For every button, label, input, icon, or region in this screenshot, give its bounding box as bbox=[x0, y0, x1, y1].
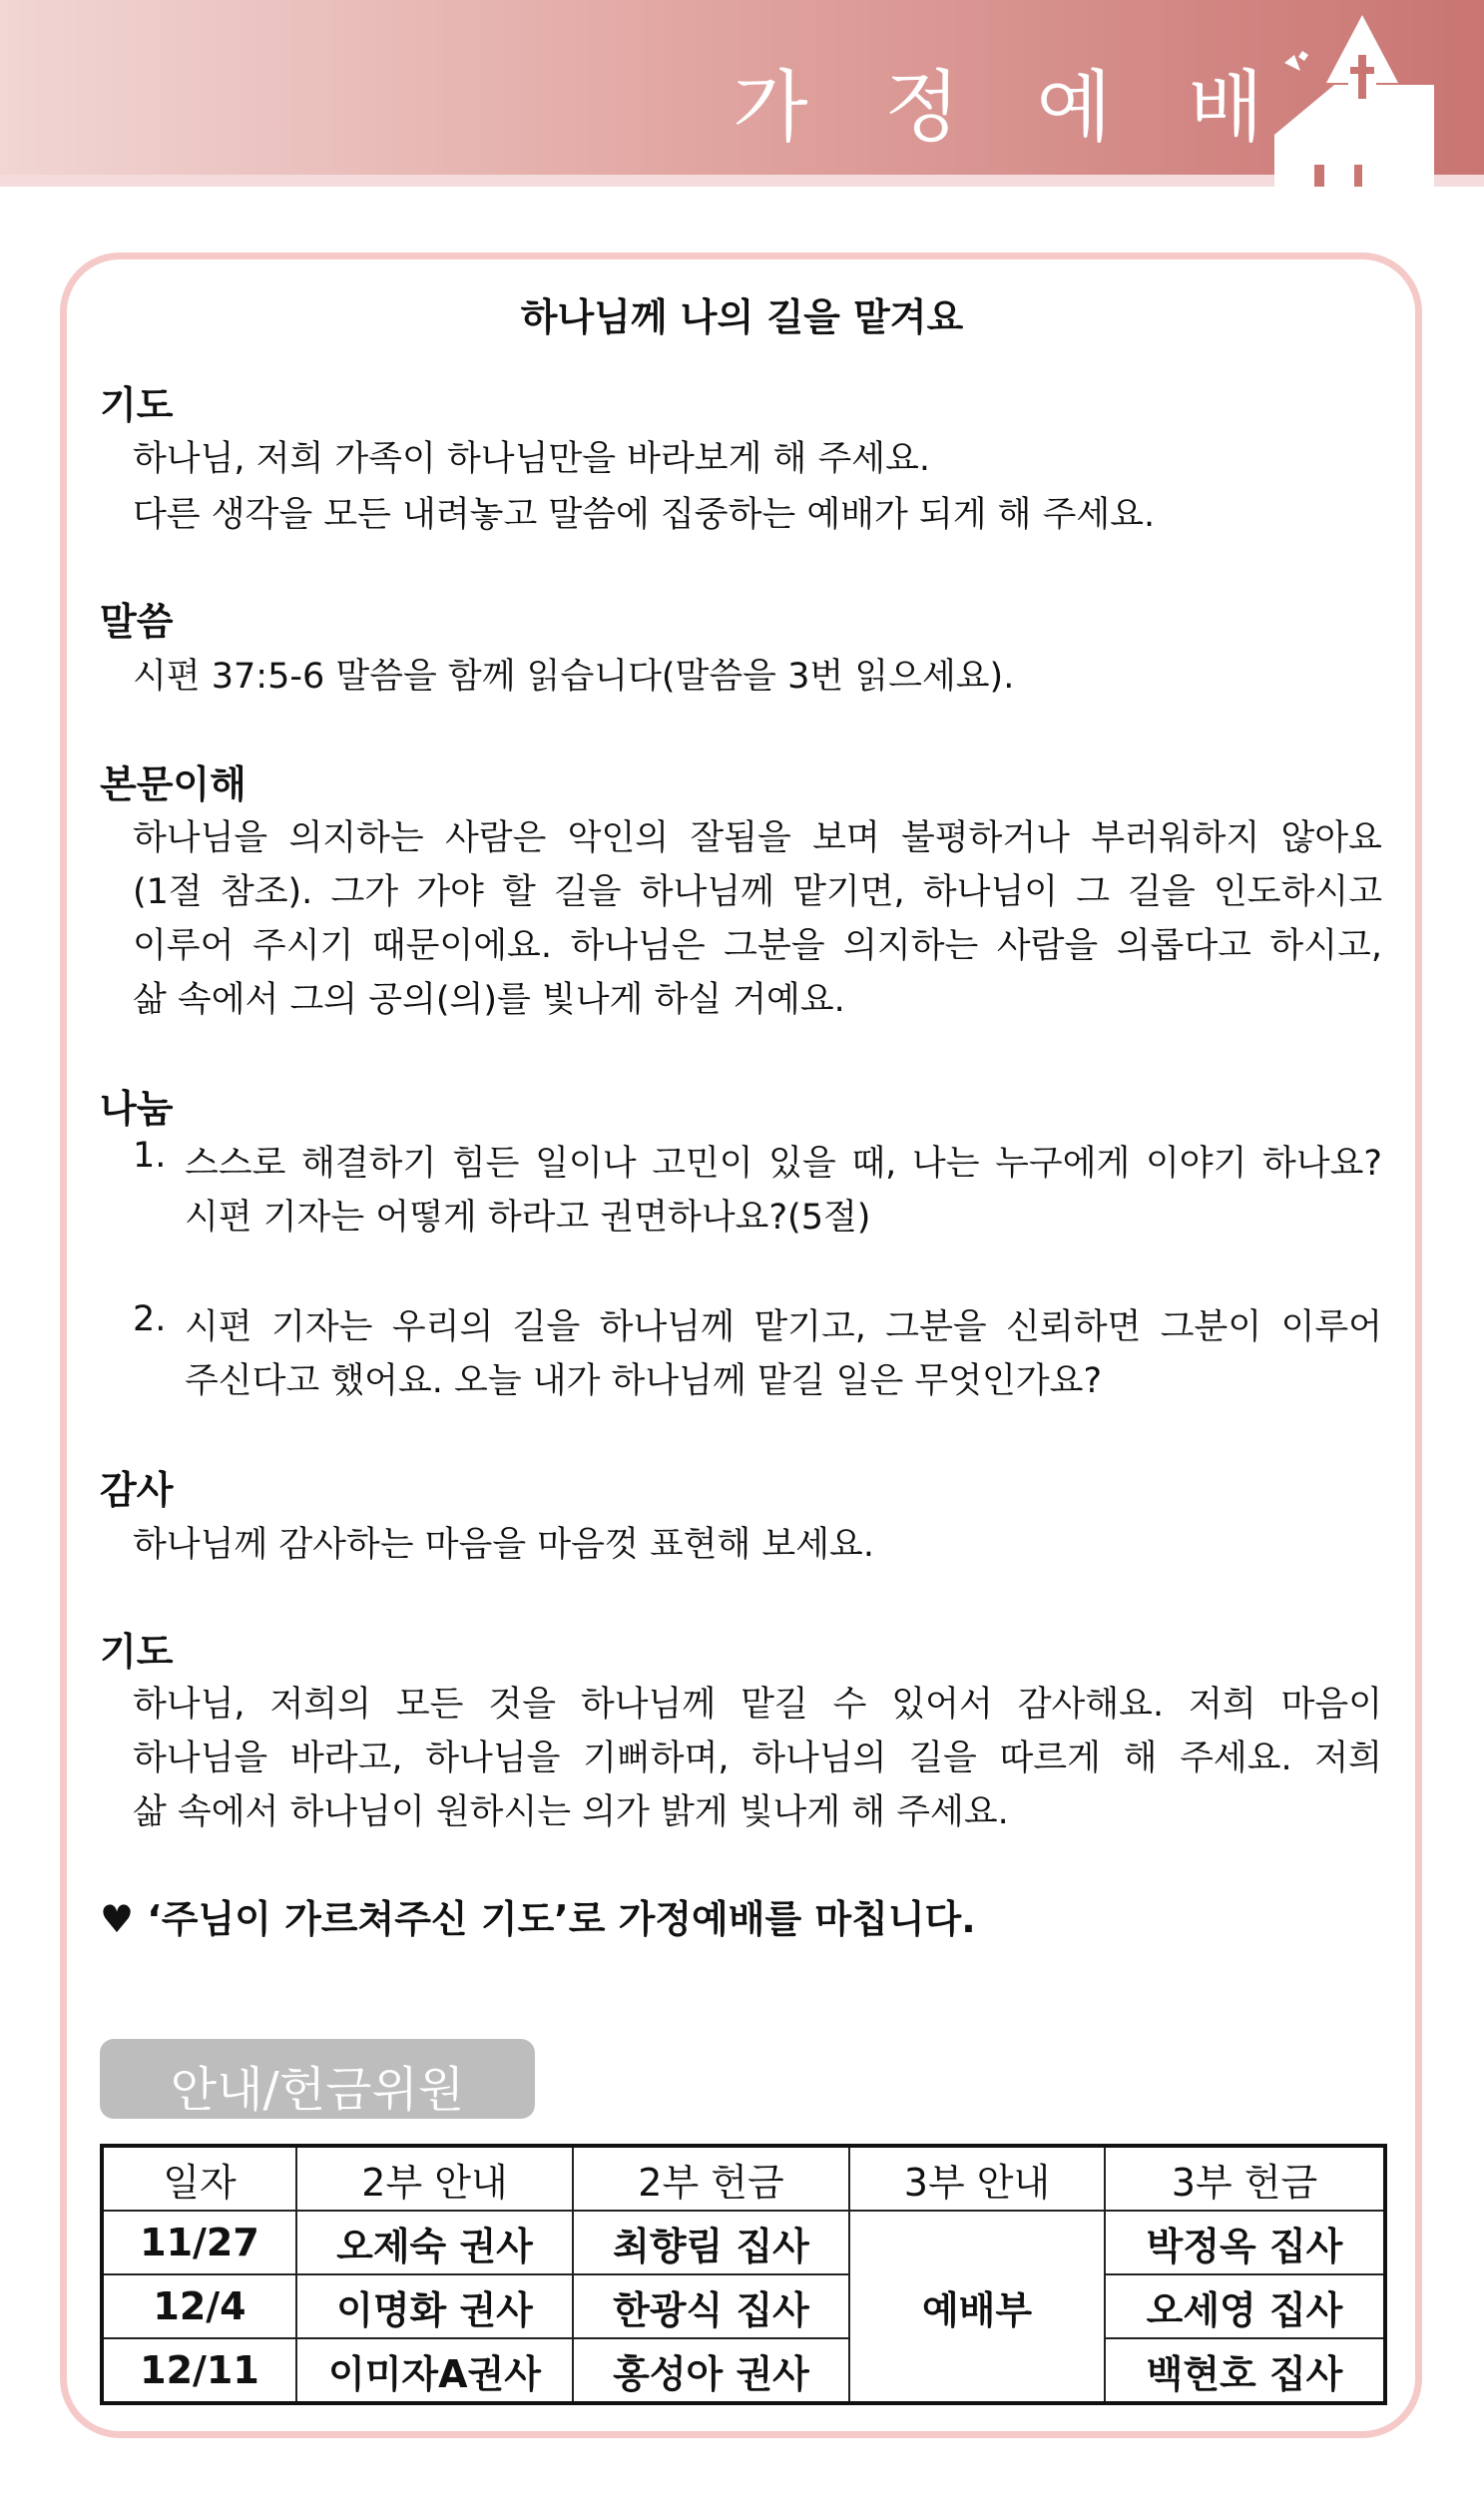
header-3rd-offering: 3부 헌금 bbox=[1105, 2146, 1385, 2211]
header-2nd-guide: 2부 안내 bbox=[296, 2146, 573, 2211]
table-row bbox=[102, 2211, 1385, 2274]
date-cell: 11/27 bbox=[102, 2211, 296, 2274]
thanks-heading: 감사 bbox=[100, 1468, 174, 1512]
closing-note: ♥ ‘주님이 가르쳐주신 기도’로 가정예배를 마칩니다. bbox=[100, 1897, 976, 1941]
understanding-line: 삶 속에서 그의 공의(의)를 빛나게 하실 거예요. bbox=[133, 980, 845, 1020]
header-date: 일자 bbox=[102, 2146, 296, 2211]
duty-table-header bbox=[102, 2146, 1385, 2211]
understanding-line: 이루어 주시기 때문이에요. 하나님은 그분을 의지하는 사람을 의롭다고 하시고, bbox=[133, 926, 1382, 966]
sharing-question: 시편 기자는 우리의 길을 하나님께 맡기고, 그분을 신뢰하면 그분이 이루어 bbox=[185, 1307, 1382, 1347]
church-icon bbox=[1274, 15, 1434, 187]
table-row bbox=[102, 2338, 1385, 2403]
offering-2nd-cell: 한광식 집사 bbox=[573, 2274, 849, 2338]
page-title: 가 정 예 배 bbox=[733, 63, 1289, 153]
word-line: 시편 37:5-6 말씀을 함께 읽습니다(말씀을 3번 읽으세요). bbox=[133, 657, 1015, 697]
guide-2nd-cell: 오제숙 권사 bbox=[296, 2211, 573, 2274]
duty-label-badge bbox=[100, 2039, 535, 2119]
duty-label: 안내/헌금위원 bbox=[170, 2062, 465, 2118]
understanding-heading: 본문이해 bbox=[100, 762, 247, 806]
prayer-line: 다른 생각을 모든 내려놓고 말씀에 집중하는 예배가 되게 해 주세요. bbox=[133, 495, 1156, 535]
date-cell: 12/11 bbox=[102, 2338, 296, 2403]
closing-prayer-line: 삶 속에서 하나님이 원하시는 의가 밝게 빛나게 해 주세요. bbox=[133, 1792, 1009, 1832]
guide-2nd-cell: 이미자A권사 bbox=[296, 2338, 573, 2403]
guide-3rd-cell: 예배부 bbox=[849, 2211, 1105, 2403]
sharing-question: 주신다고 했어요. 오늘 내가 하나님께 맡길 일은 무엇인가요? bbox=[185, 1361, 1103, 1401]
sharing-question: 시편 기자는 어떻게 하라고 권면하나요?(5절) bbox=[185, 1198, 871, 1238]
duty-table bbox=[100, 2144, 1387, 2405]
sharing-number: 2. bbox=[133, 1299, 167, 1339]
sharing-heading: 나눔 bbox=[100, 1087, 174, 1131]
offering-3rd-cell: 백현호 집사 bbox=[1105, 2338, 1385, 2403]
sharing-number: 1. bbox=[133, 1136, 167, 1176]
understanding-line: (1절 참조). 그가 가야 할 길을 하나님께 맡기면, 하나님이 그 길을 인도하시고 bbox=[133, 872, 1382, 912]
offering-3rd-cell: 오세영 집사 bbox=[1105, 2274, 1385, 2338]
sharing-question: 스스로 해결하기 힘든 일이나 고민이 있을 때, 나는 누구에게 이야기 하나요? bbox=[185, 1144, 1382, 1184]
understanding-line: 하나님을 의지하는 사람은 악인의 잘됨을 보며 불평하거나 부러워하지 않아요 bbox=[133, 818, 1382, 858]
offering-2nd-cell: 최향림 집사 bbox=[573, 2211, 849, 2274]
header-2nd-offering: 2부 헌금 bbox=[573, 2146, 849, 2211]
closing-prayer-line: 하나님, 저희의 모든 것을 하나님께 맡길 수 있어서 감사해요. 저희 마음이 bbox=[133, 1685, 1382, 1725]
closing-prayer-line: 하나님을 바라고, 하나님을 기뻐하며, 하나님의 길을 따르게 해 주세요. 저희 bbox=[133, 1739, 1382, 1778]
guide-2nd-cell: 이명화 권사 bbox=[296, 2274, 573, 2338]
offering-2nd-cell: 홍성아 권사 bbox=[573, 2338, 849, 2403]
word-heading: 말씀 bbox=[100, 600, 174, 644]
date-cell: 12/4 bbox=[102, 2274, 296, 2338]
thanks-line: 하나님께 감사하는 마음을 마음껏 표현해 보세요. bbox=[133, 1525, 874, 1565]
closing-prayer-heading: 기도 bbox=[100, 1630, 174, 1674]
table-row bbox=[102, 2274, 1385, 2338]
prayer-heading: 기도 bbox=[100, 383, 174, 427]
prayer-line: 하나님, 저희 가족이 하나님만을 바라보게 해 주세요. bbox=[133, 439, 931, 479]
offering-3rd-cell: 박정옥 집사 bbox=[1105, 2211, 1385, 2274]
header-3rd-guide: 3부 안내 bbox=[849, 2146, 1105, 2211]
worship-title: 하나님께 나의 길을 맡겨요 bbox=[520, 295, 964, 339]
header-strip bbox=[0, 175, 1484, 187]
